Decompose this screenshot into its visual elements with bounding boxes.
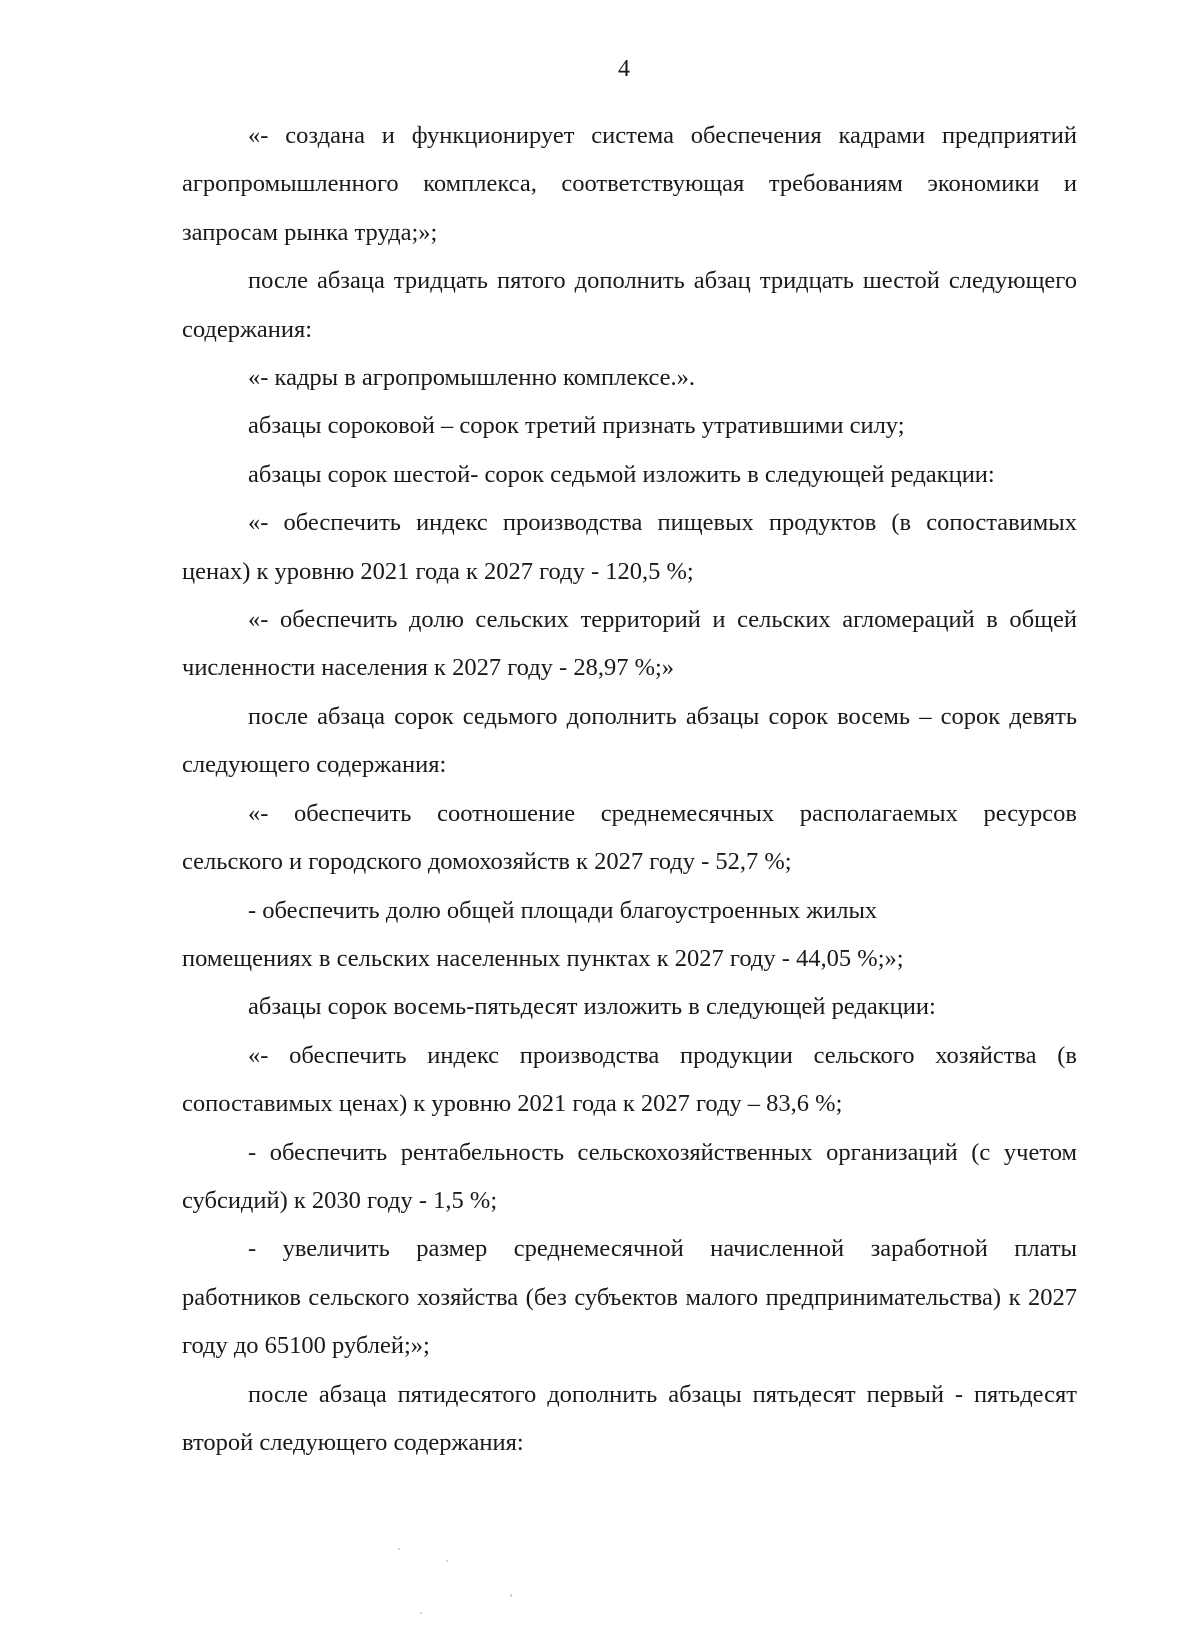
paragraph-1: «- создана и функционирует система обеспечения кадрами предприятий агропромышленного комплекса, соответствующая требованиям экономики и запросам рынка труда;»; (182, 122, 1077, 246)
paragraph-3: «- кадры в агропромышленно комплексе.». (248, 364, 696, 392)
paragraph-9: «- обеспечить соотношение среднемесячных располагаемых ресурсов сельского и городского домохозяйств к 2027 году - 52,7 %; (182, 799, 1077, 876)
page-number: 4 (618, 56, 630, 82)
paragraph-16: после абзаца пятидесятого дополнить абзацы пятьдесят первый - пятьдесят второй следующего содержания: (182, 1380, 1077, 1456)
document-body (182, 112, 1077, 1467)
paragraph-11: помещениях в сельских населенных пунктах к 2027 году - 44,05 %;»; (182, 944, 904, 972)
paragraph-12: абзацы сорок восемь-пятьдесят изложить в следующей редакции: (248, 993, 936, 1021)
paragraph-8: после абзаца сорок седьмого дополнить абзацы сорок восемь – сорок девять следующего содержания: (182, 702, 1077, 779)
paragraph-14: - обеспечить рентабельность сельскохозяйственных организаций (с учетом субсидий) к 2030 году - 1,5 %; (182, 1138, 1077, 1214)
paragraph-5: абзацы сорок шестой- сорок седьмой изложить в следующей редакции: (248, 460, 995, 488)
paragraph-13: «- обеспечить индекс производства продукции сельского хозяйства (в сопоставимых ценах) к уровню 2021 года к 2027 году – 83,6 %; (182, 1041, 1077, 1118)
scan-artifact (420, 1612, 422, 1614)
paragraph-7: «- обеспечить долю сельских территорий и сельских агломераций в общей численности населения к 2027 году - 28,97 %;» (182, 606, 1077, 682)
paragraph-4: абзацы сороковой – сорок третий признать утратившими силу; (248, 412, 905, 440)
scan-artifact (510, 1594, 512, 1597)
paragraph-10: - обеспечить долю общей площади благоустроенных жилых (248, 896, 878, 924)
paragraph-15: - увеличить размер среднемесячной начисленной заработной платы работников сельского хозяйства (без субъектов малого предпринимательства) к 2027 году до 65100 рублей;»; (182, 1235, 1077, 1360)
scan-artifact (398, 1548, 400, 1550)
paragraph-6: «- обеспечить индекс производства пищевых продуктов (в сопоставимых ценах) к уровню 2021 года к 2027 году - 120,5 %; (182, 509, 1077, 585)
paragraph-2: после абзаца тридцать пятого дополнить абзац тридцать шестой следующего содержания: (182, 267, 1077, 343)
scan-artifact (446, 1560, 448, 1562)
